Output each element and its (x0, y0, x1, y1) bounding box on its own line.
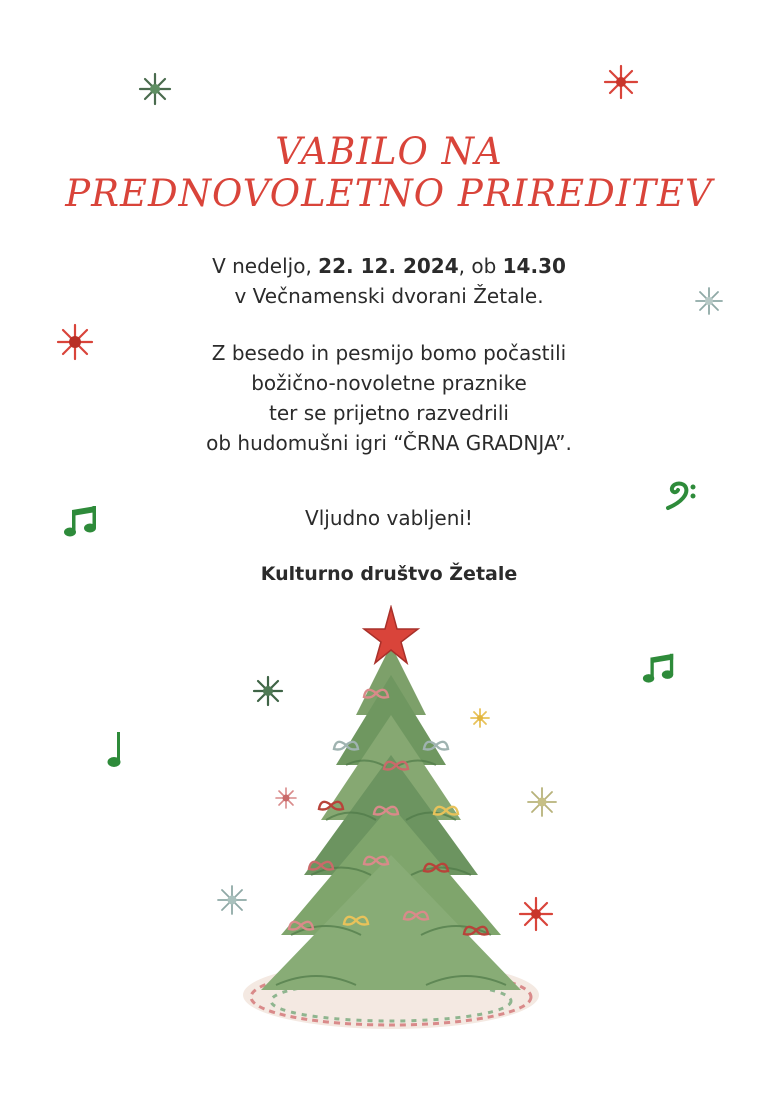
music-note-icon (104, 730, 126, 770)
event-time-prefix: , ob (458, 254, 503, 278)
signature: Kulturno društvo Žetale (260, 563, 518, 585)
event-venue: v Večnamenski dvorani Žetale. (234, 284, 544, 308)
star-icon (56, 323, 94, 361)
greeting: Vljudno vabljeni! (305, 506, 473, 530)
invitation-title-line-2: PREDNOVOLETNO PRIREDITEV (65, 172, 713, 215)
description-line: ter se prijetno razvedrili (269, 401, 509, 425)
music-note-icon (62, 502, 100, 540)
event-date: 22. 12. 2024 (318, 254, 459, 278)
description-line: ob hudomušni igri “ČRNA GRADNJA”. (206, 431, 572, 455)
invitation-title-line-1: VABILO NA (275, 130, 503, 173)
bass-clef-icon (662, 478, 702, 518)
star-icon (694, 286, 724, 316)
description-line: božično-novoletne praznike (251, 371, 527, 395)
event-description (0, 338, 778, 458)
event-info (0, 251, 778, 311)
christmas-tree-illustration (236, 605, 546, 1055)
description-line: Z besedo in pesmijo bomo počastili (211, 341, 567, 365)
event-time: 14.30 (502, 254, 566, 278)
event-date-line (0, 251, 778, 281)
star-icon (603, 64, 639, 100)
event-day-prefix: V nedeljo, (212, 254, 319, 278)
star-icon (138, 72, 172, 106)
music-note-icon (641, 650, 677, 686)
